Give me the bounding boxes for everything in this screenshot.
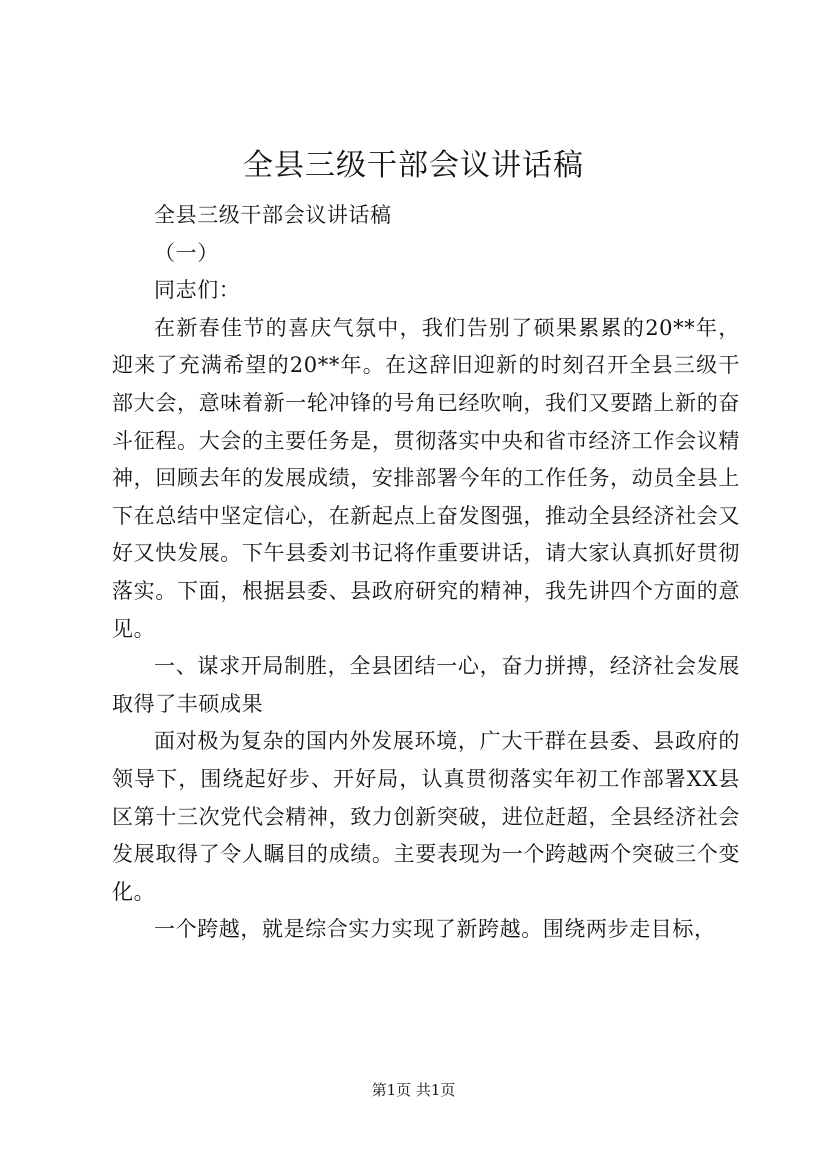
- document-title: 全县三级干部会议讲话稿: [243, 148, 584, 183]
- section-number-paragraph: （一）: [154, 240, 219, 265]
- document-body: [112, 197, 740, 949]
- body-paragraph: 一个跨越，就是综合实力实现了新跨越。围绕两步走目标，: [154, 917, 716, 942]
- body-paragraph: 面对极为复杂的国内外发展环境，广大干群在县委、县政府的领导下，围绕起好步、开好局，认真贯彻落实年初工作部署XX县区第十三次党代会精神，致力创新突破，进位赶超，全县经济社会发展取得了令人瞩目的成绩。主要表现为一个跨越两个突破三个变化。: [112, 729, 740, 904]
- page-footer: 第1页 共1页: [371, 1081, 456, 1099]
- subtitle-paragraph: 全县三级干部会议讲话稿: [154, 203, 392, 227]
- salutation-paragraph: 同志们：: [154, 278, 241, 303]
- section-heading-paragraph: 一、谋求开局制胜，全县团结一心，奋力拼搏，经济社会发展取得了丰硕成果: [112, 654, 740, 716]
- intro-paragraph: 在新春佳节的喜庆气氛中，我们告别了硕果累累的20**年，迎来了充满希望的20**年。在这辞旧迎新的时刻召开全县三级干部大会，意味着新一轮冲锋的号角已经吹响，我们又要踏上新的奋斗征程。大会的主要任务是，贯彻落实中央和省市经济工作会议精神，回顾去年的发展成绩，安排部署今年的工作任务，动员全县上下在总结中坚定信心，在新起点上奋发图强，推动全县经济社会又好又快发展。下午县委刘书记将作重要讲话，请大家认真抓好贯彻落实。下面，根据县委、县政府研究的精神，我先讲四个方面的意见。: [112, 315, 740, 641]
